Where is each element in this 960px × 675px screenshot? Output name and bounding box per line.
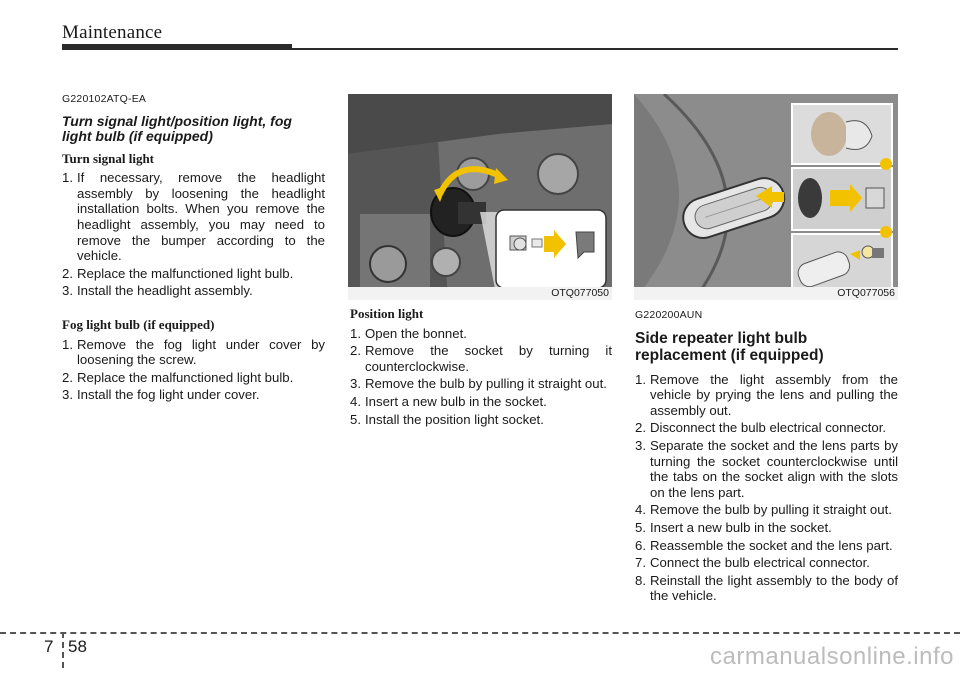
step-item: 1. Remove the fog light under cover by loosening the screw. xyxy=(62,336,325,368)
position-light-heading: Position light xyxy=(350,306,424,321)
side-repeater-figure xyxy=(634,94,898,300)
section-code: G220200AUN xyxy=(635,309,703,321)
step-item: 7. Connect the bulb electrical connector. xyxy=(635,555,870,571)
page-number: 58 xyxy=(68,637,87,656)
headlight-illustration xyxy=(348,94,612,300)
position-light-steps xyxy=(350,326,612,428)
section-heading: Side repeater light bulb replacement (if equipped) xyxy=(635,329,824,364)
chapter-number: 7 xyxy=(44,637,54,656)
step-item: 5. Insert a new bulb in the socket. xyxy=(635,519,832,535)
side-repeater-illustration xyxy=(634,94,898,300)
header-bar xyxy=(62,44,292,50)
step-item: 2. Remove the socket by turning it counterclockwise. xyxy=(350,343,612,374)
footer-divider xyxy=(62,632,64,668)
step-item: 2. Disconnect the bulb electrical connector. xyxy=(635,420,887,436)
step-item: 2. Replace the malfunctioned light bulb. xyxy=(62,369,294,385)
section-title: Maintenance xyxy=(62,22,163,43)
step-item: 3. Separate the socket and the lens parts by turning the socket counterclockwise until the tabs on the socket align with the slots on the lens part. xyxy=(635,437,898,500)
turn-signal-steps xyxy=(62,170,325,299)
figure-caption: OTQ077056 xyxy=(634,287,898,300)
step-item: 1. If necessary, remove the headlight assembly by loosening the headlight installation bolts. When you remove the headlight assembly, you may need to remove the bumper according to the vehicle. xyxy=(62,170,325,264)
position-light-figure xyxy=(348,94,612,300)
step-item: 3. Install the fog light under cover. xyxy=(62,387,260,403)
footer-rule xyxy=(0,632,960,634)
section-heading: Turn signal light/position light, fog light bulb (if equipped) xyxy=(62,112,292,145)
side-repeater-steps xyxy=(635,372,898,604)
step-item: 3. Install the headlight assembly. xyxy=(62,283,253,299)
step-item: 3. Remove the bulb by pulling it straight out. xyxy=(350,376,607,392)
fog-light-heading: Fog light bulb (if equipped) xyxy=(62,316,215,332)
section-code: G220102ATQ-EA xyxy=(62,93,147,105)
watermark: carmanualsonline.info xyxy=(710,643,954,670)
turn-signal-heading: Turn signal light xyxy=(62,150,155,166)
step-item: 4. Remove the bulb by pulling it straight out. xyxy=(635,502,892,518)
step-item: 8. Reinstall the light assembly to the body of the vehicle. xyxy=(635,572,898,604)
step-item: 5. Install the position light socket. xyxy=(350,411,544,427)
fog-light-steps xyxy=(62,337,325,403)
header-rule xyxy=(292,48,898,50)
step-item: 1. Open the bonnet. xyxy=(350,325,467,341)
right-column xyxy=(635,308,898,606)
middle-column xyxy=(350,306,612,429)
step-item: 1. Remove the light assembly from the vehicle by prying the lens and pulling the assembly out. xyxy=(635,371,898,418)
step-item: 4. Insert a new bulb in the socket. xyxy=(350,393,547,409)
step-item: 6. Reassemble the socket and the lens part. xyxy=(635,537,893,553)
left-column xyxy=(62,92,325,405)
step-item: 2. Replace the malfunctioned light bulb. xyxy=(62,265,294,281)
figure-caption: OTQ077050 xyxy=(348,287,612,300)
